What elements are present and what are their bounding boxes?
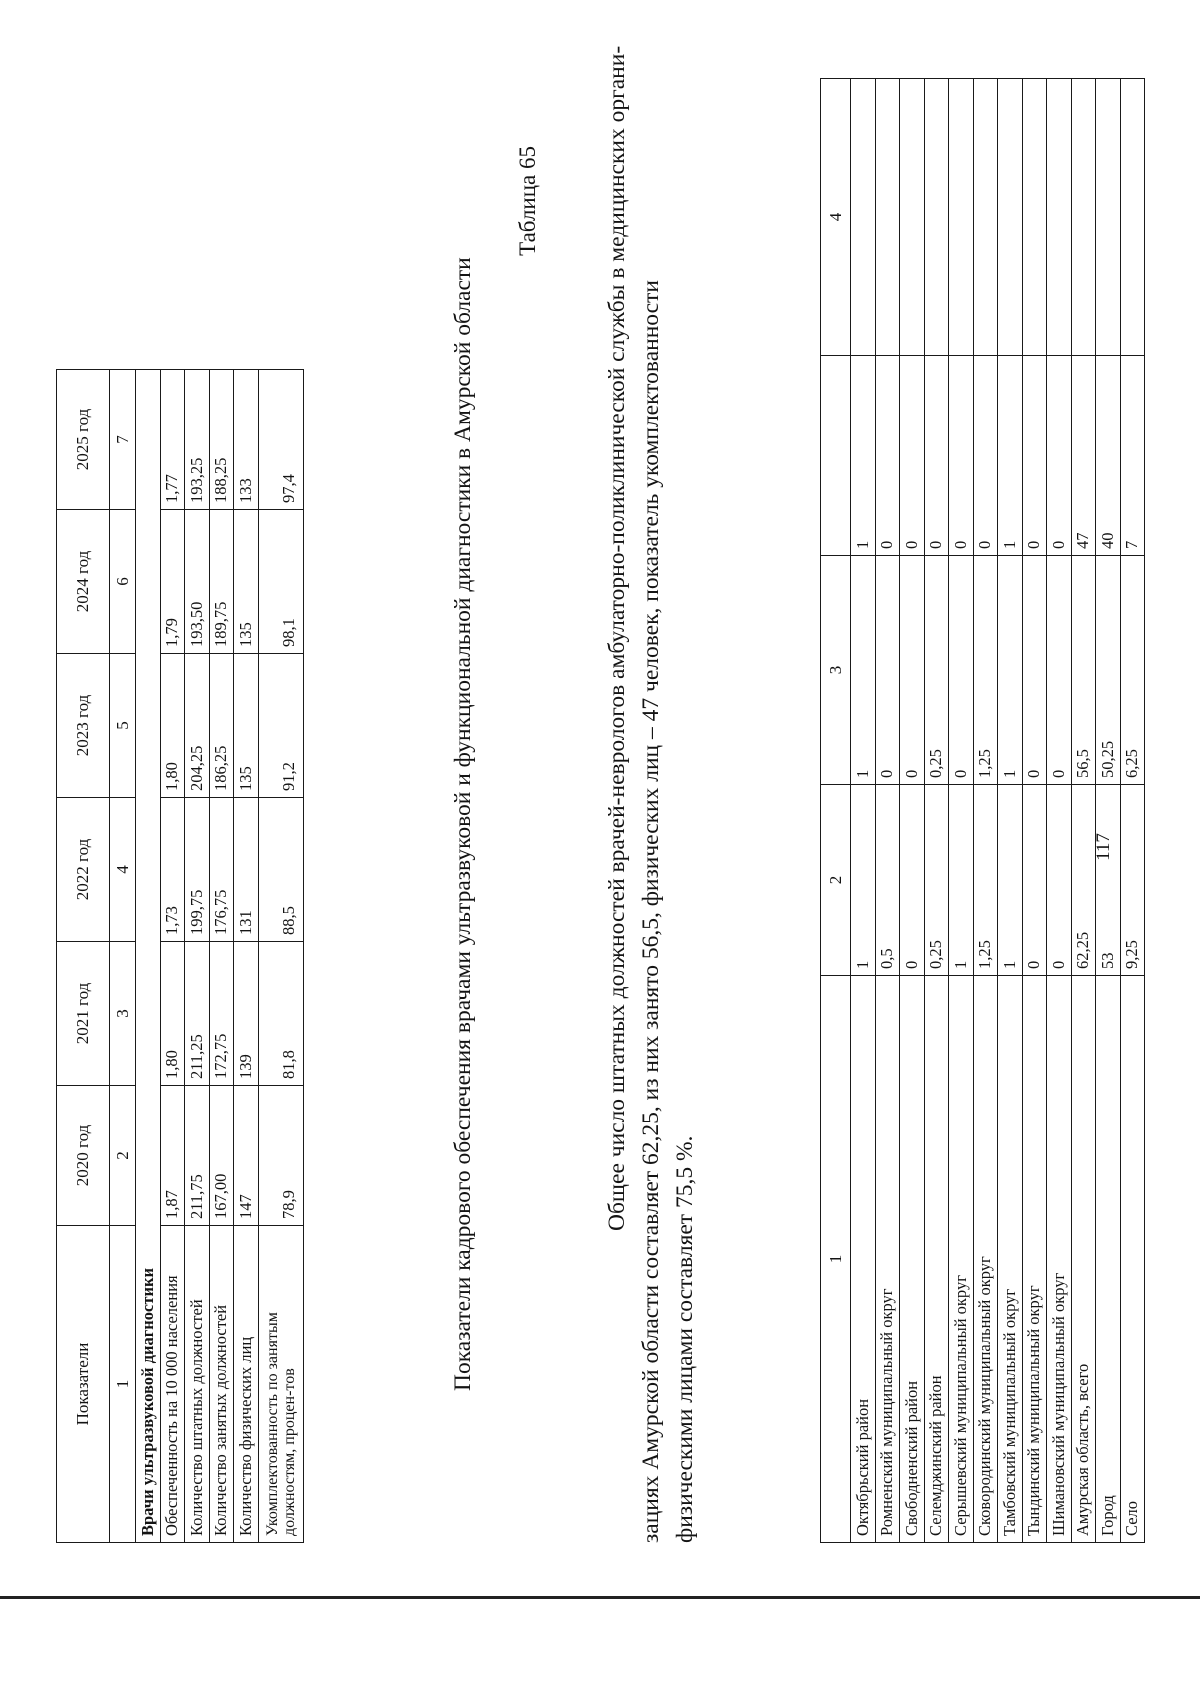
cell-value: 186,25 [209, 654, 234, 798]
table-row [875, 79, 900, 1543]
cell-value: 1,73 [160, 798, 185, 942]
cell-value: 193,50 [185, 510, 210, 654]
cell-value: 1,87 [160, 1086, 185, 1226]
col-number: 2 [821, 785, 851, 976]
paragraph-line: Общее число штатных должностей врачей-неврологов амбулаторно-поликлинической службы в медицинских органи- [604, 45, 630, 1231]
cell-value: 0 [973, 356, 998, 556]
cell-value [973, 79, 998, 356]
district-name: Город [1096, 976, 1121, 1543]
table-row [949, 79, 974, 1543]
column-header: 2021 год [57, 942, 110, 1086]
cell-value: 199,75 [185, 798, 210, 942]
district-name: Тамбовский муниципальный округ [998, 976, 1023, 1543]
cell-value [875, 79, 900, 356]
cell-value: 0 [1022, 556, 1047, 785]
table-title: Показатели кадрового обеспечения врачами ультразвуковой и функциональной диагностики в Амурской области [450, 257, 476, 1391]
row-label: Укомплектованность по занятым должностям, процен-тов [258, 1226, 303, 1543]
cell-value: 0 [949, 356, 974, 556]
cell-value: 0 [1022, 356, 1047, 556]
cell-value: 133 [234, 370, 259, 510]
cell-value: 0 [1022, 785, 1047, 976]
cell-value: 1,80 [160, 942, 185, 1086]
cell-value: 6,25 [1120, 556, 1145, 785]
cell-value: 0 [900, 556, 925, 785]
table-row [209, 370, 234, 1543]
cell-value: 0 [900, 356, 925, 556]
col-number: 7 [110, 370, 136, 510]
district-name: Свободненский район [900, 976, 925, 1543]
cell-value: 1 [998, 556, 1023, 785]
cell-value [949, 79, 974, 356]
district-name: Серышевский муниципальный округ [949, 976, 974, 1543]
cell-value [1047, 79, 1072, 356]
cell-value: 47 [1071, 356, 1096, 556]
cell-value: 167,00 [209, 1086, 234, 1226]
column-header: 2022 год [57, 798, 110, 942]
paragraph-line: физическими лицами составляет 75,5 %. [672, 1135, 698, 1543]
cell-value [1071, 79, 1096, 356]
col-number: 3 [821, 556, 851, 785]
table-row [851, 79, 876, 1543]
table-row [1022, 79, 1047, 1543]
cell-value: 193,25 [185, 370, 210, 510]
cell-value: 50,25 [1096, 556, 1121, 785]
cell-value: 0 [949, 556, 974, 785]
district-name: Ромненский муниципальный округ [875, 976, 900, 1543]
cell-value: 62,25 [1071, 785, 1096, 976]
col-number: 1 [821, 976, 851, 1543]
cell-value: 204,25 [185, 654, 210, 798]
cell-value [924, 79, 949, 356]
cell-value [1022, 79, 1047, 356]
cell-value: 1,79 [160, 510, 185, 654]
cell-value: 81,8 [258, 942, 303, 1086]
cell-value: 135 [234, 654, 259, 798]
col-number: 6 [110, 510, 136, 654]
cell-value: 0 [875, 556, 900, 785]
cell-value: 88,5 [258, 798, 303, 942]
cell-value: 189,75 [209, 510, 234, 654]
cell-value: 0 [875, 356, 900, 556]
table-header-row [821, 79, 851, 1543]
col-number: 3 [110, 942, 136, 1086]
cell-value: 9,25 [1120, 785, 1145, 976]
row-label: Количество штатных должностей [185, 1226, 210, 1543]
district-name: Шимановский муниципальный округ [1047, 976, 1072, 1543]
cell-value: 40 [1096, 356, 1121, 556]
cell-value: 211,25 [185, 942, 210, 1086]
table-row [258, 370, 303, 1543]
cell-value [900, 79, 925, 356]
row-label: Количество занятых должностей [209, 1226, 234, 1543]
col-number: 4 [821, 79, 851, 356]
cell-value: 0 [900, 785, 925, 976]
column-header: 2025 год [57, 370, 110, 510]
table-row [160, 370, 185, 1543]
col-number: 2 [110, 1086, 136, 1226]
cell-value: 0 [924, 356, 949, 556]
cell-value: 1,80 [160, 654, 185, 798]
col-number: 5 [110, 654, 136, 798]
cell-value: 1 [998, 785, 1023, 976]
cell-value [998, 79, 1023, 356]
column-number-row [110, 370, 136, 1543]
table-row [1071, 79, 1096, 1543]
cell-value: 0 [1047, 785, 1072, 976]
column-header: 2020 год [57, 1086, 110, 1226]
table-row [234, 370, 259, 1543]
cell-value: 1 [851, 785, 876, 976]
column-header: 2023 год [57, 654, 110, 798]
district-name: Селемджинский район [924, 976, 949, 1543]
cell-value: 1,25 [973, 556, 998, 785]
cell-value [1096, 79, 1121, 356]
col-number: 4 [110, 798, 136, 942]
table-row [924, 79, 949, 1543]
district-name: Амурская область, всего [1071, 976, 1096, 1543]
districts-table [820, 78, 1145, 1543]
cell-value: 211,75 [185, 1086, 210, 1226]
cell-value: 1 [851, 556, 876, 785]
cell-value: 1 [998, 356, 1023, 556]
section-title: Врачи ультразвуковой диагностики [136, 370, 161, 1543]
column-header: 2024 год [57, 510, 110, 654]
table-row [185, 370, 210, 1543]
cell-value: 0 [1047, 556, 1072, 785]
paragraph-line: зациях Амурской области составляет 62,25, из них занято 56,5, физических лиц – 47 человек, показатель укомплектованности [638, 280, 664, 1543]
row-label: Количество физических лиц [234, 1226, 259, 1543]
col-number: 1 [110, 1226, 136, 1543]
cell-value: 135 [234, 510, 259, 654]
column-header: Показатели [57, 1226, 110, 1543]
cell-value: 0 [1047, 356, 1072, 556]
cell-value: 97,4 [258, 370, 303, 510]
cell-value: 176,75 [209, 798, 234, 942]
cell-value: 0,5 [875, 785, 900, 976]
cell-value: 53 [1096, 785, 1121, 976]
page-number: 117 [1093, 833, 1114, 861]
cell-value: 91,2 [258, 654, 303, 798]
cell-value: 131 [234, 798, 259, 942]
section-row [136, 370, 161, 1543]
cell-value [1120, 79, 1145, 356]
table-header-row [57, 370, 110, 1543]
cell-value: 172,75 [209, 942, 234, 1086]
district-name: Сковородинский муниципальный округ [973, 976, 998, 1543]
cell-value: 147 [234, 1086, 259, 1226]
district-name: Село [1120, 976, 1145, 1543]
cell-value: 7 [1120, 356, 1145, 556]
district-name: Тындинский муниципальный округ [1022, 976, 1047, 1543]
cell-value: 188,25 [209, 370, 234, 510]
cell-value: 98,1 [258, 510, 303, 654]
table-row [1047, 79, 1072, 1543]
row-label: Обеспеченность на 10 000 населения [160, 1226, 185, 1543]
cell-value [851, 79, 876, 356]
cell-value: 139 [234, 942, 259, 1086]
cell-value: 78,9 [258, 1086, 303, 1226]
scan-edge-line [0, 1596, 1200, 1599]
cell-value: 0,25 [924, 785, 949, 976]
district-name: Октябрьский район [851, 976, 876, 1543]
table-row [1096, 79, 1121, 1543]
table-label: Таблица 65 [515, 146, 540, 256]
cell-value: 1 [949, 785, 974, 976]
col-number [821, 356, 851, 556]
cell-value: 1 [851, 356, 876, 556]
body-paragraph [600, 45, 702, 1543]
table-row [973, 79, 998, 1543]
cell-value: 1,77 [160, 370, 185, 510]
table-row [1120, 79, 1145, 1543]
table-row [998, 79, 1023, 1543]
cell-value: 0,25 [924, 556, 949, 785]
cell-value: 56,5 [1071, 556, 1096, 785]
table-row [900, 79, 925, 1543]
cell-value: 1,25 [973, 785, 998, 976]
ultrasound-staffing-table [56, 369, 304, 1543]
